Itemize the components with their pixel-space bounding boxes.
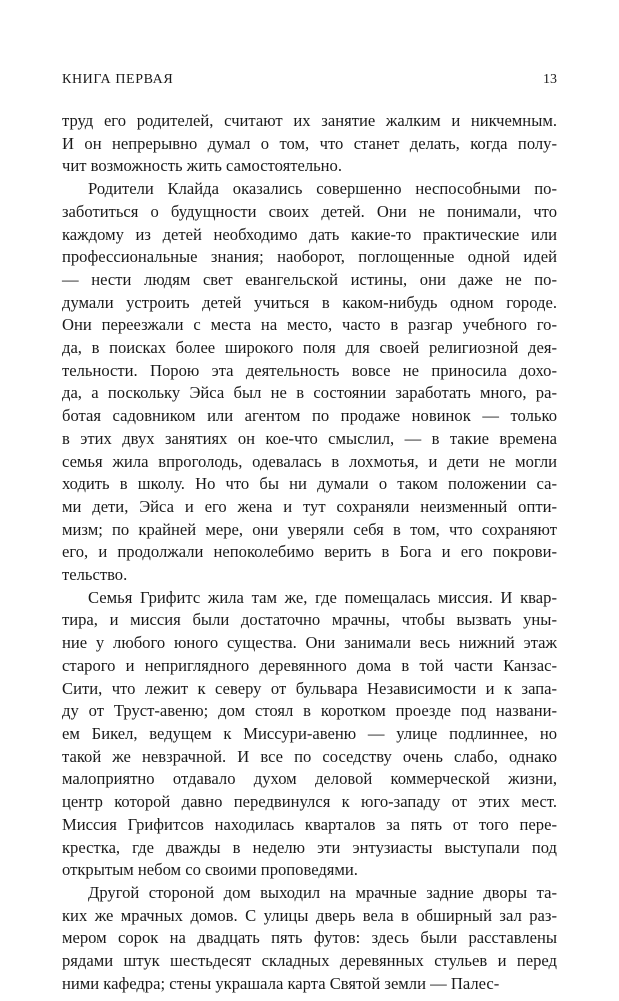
text-line: старого и неприглядного деревянного дома в той части Канзас- [62,655,557,675]
text-line: ними кафедра; стены украшала карта Святой земли — Палес- [62,973,500,993]
text-line: ходить в школу. Но что бы ни думали о таком положении са- [62,474,557,494]
text-line: ем Бикел, ведущем к Миссури-авеню — улице подлиннее, но [62,723,557,743]
text-line: заботиться о будущности своих детей. Они не понимали, что [62,201,557,221]
paragraph [62,110,557,178]
text-line: профессиональные знания; наоборот, поглощенные одной идей [62,247,557,267]
text-line: ду от Труст-авеню; дом стоял в коротком проезде под названи- [62,701,557,721]
text-line: ние у любого юного существа. Они занимали весь нижний этаж [62,633,557,653]
text-line: малоприятно отдавало духом деловой коммерческой жизни, [62,769,557,789]
text-line: тельности. Порою эта деятельность вовсе не приносила дохо- [62,360,557,380]
text-line: мером сорок на двадцать пять футов: здесь были расставлены [62,928,557,948]
text-line: Сити, что лежит к северу от бульвара Независимости и к запа- [62,678,557,698]
text-line: тира, и миссия были достаточно мрачны, чтобы вызвать уны- [62,610,557,630]
text-line: ботая садовником или агентом по продаже новинок — только [62,406,557,426]
text-line: семья жила впроголодь, одевалась в лохмотья, и дети не могли [62,451,557,471]
paragraph [62,587,557,882]
page-number: 13 [543,72,557,87]
paragraph [62,882,557,996]
text-line: рядами штук шестьдесят складных деревянных стульев и перед [62,951,557,971]
text-line: Другой стороной дом выходил на мрачные задние дворы та- [88,882,557,902]
text-line: крестка, где дважды в неделю эти энтузиасты выступали под [62,837,557,857]
text-line: мизм; по крайней мере, они уверяли себя в том, что сохраняют [62,519,557,539]
paragraph [62,178,557,587]
body-text [62,110,557,995]
text-line: Они переезжали с места на место, часто в разгар учебного го- [62,315,557,335]
text-line: центр которой давно передвинулся к юго-западу от этих мест. [62,792,557,812]
text-line: И он непрерывно думал о том, что станет делать, когда полу- [62,133,557,153]
text-line: Родители Клайда оказались совершенно неспособными по- [88,179,557,199]
text-line: Миссия Грифитсов находилась кварталов за пять от того пере- [62,814,557,834]
text-line: да, а поскольку Эйса был не в состоянии заработать много, ра- [62,383,557,403]
page-header [62,72,557,92]
text-line: чит возможность жить самостоятельно. [62,156,342,176]
running-head: КНИГА ПЕРВАЯ [62,72,174,87]
text-line: да, в поисках более широкого поля для своей религиозной дея- [62,338,557,358]
text-line: в этих двух занятиях он кое-что смыслил, — в такие времена [62,428,557,448]
text-line: тельство. [62,565,128,585]
text-line: труд его родителей, считают их занятие жалким и никчемным. [62,111,557,130]
text-line: открытым небом со своими проповедями. [62,860,358,880]
text-line: ких же мрачных домов. С улицы дверь вела в обширный зал раз- [62,905,557,925]
text-line: такой же невзрачной. И все по соседству очень слабо, однако [62,746,557,766]
text-line: каждому из детей необходимо дать какие-то практические или [62,224,557,244]
text-line: его, и продолжали непоколебимо верить в Бога и его покрови- [62,542,557,562]
text-line: думали устроить детей учиться в каком-нибудь одном городе. [62,292,557,312]
text-line: Семья Грифитс жила там же, где помещалась миссия. И квар- [88,587,557,607]
text-line: — нести людям свет евангельской истины, они даже не по- [62,269,557,289]
text-line: ми дети, Эйса и его жена и тут сохраняли неизменный опти- [62,496,557,516]
